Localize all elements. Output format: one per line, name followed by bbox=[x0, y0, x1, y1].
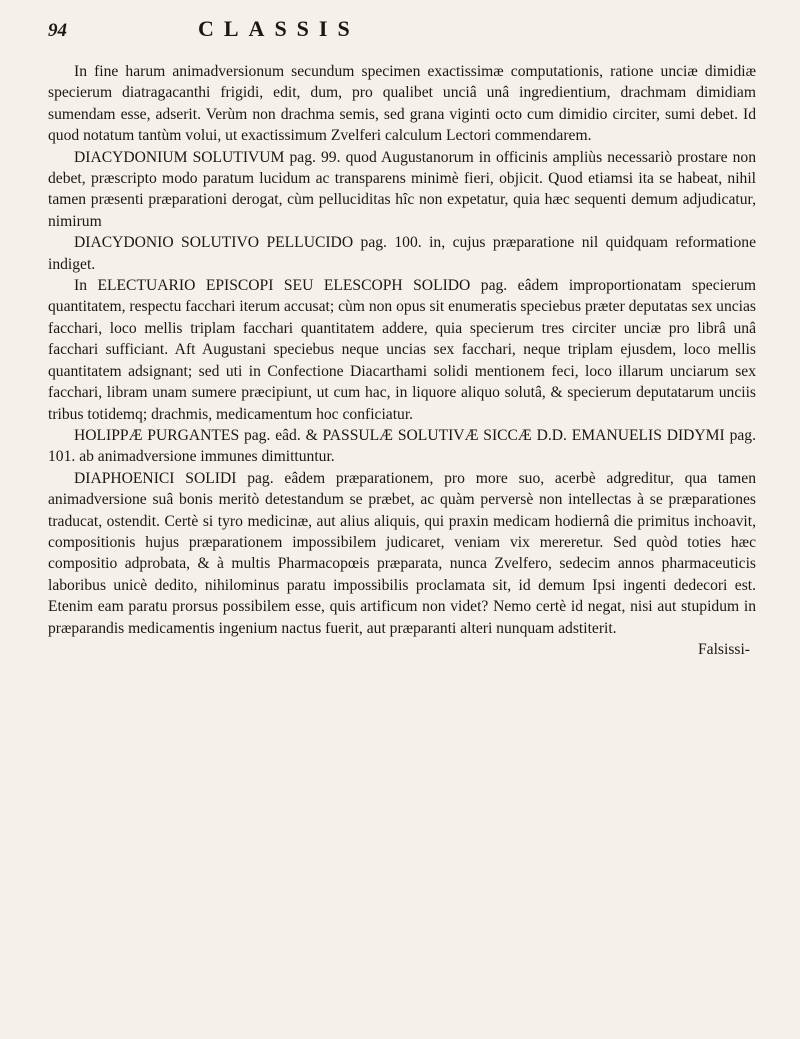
page-header bbox=[48, 16, 756, 57]
paragraph: In ELECTUARIO EPISCOPI SEU ELESCOPH SOLIDO pag. eâdem improportionatam specierum quantitatem, respectu facchari iterum accusat; cùm non opus sit enumeratis speciebus præter deputatas sex uncias facchari, loco mellis triplam facchari quantitatem addere, quia specierum tres circiter unciæ pro librâ unâ facchari sufficiant. Aft Augustani speciebus neque uncias sex facchari, neque triplam ejusdem, loco mellis quantitatem adsignant; sed uti in Confectione Diacarthami solidi mentionem feci, loco illarum unciarum sex facchari, libram unam sumere præcipiunt, ut cum hac, in liquore aliquo solutâ, & specierum deputatarum unciis tribus totidemq; drachmis, medicamentum hoc conficiatur. bbox=[48, 277, 756, 423]
running-title: CLASSIS bbox=[198, 16, 360, 41]
paragraph: DIAPHOENICI SOLIDI pag. eâdem præparationem, pro more suo, acerbè adgreditur, qua tamen animadversione suâ bonis meritò detestandum se præbet, ac quàm perversè non intellectas à se præparationes traducat, ostendit. Certè si tyro medicinæ, aut alius aliquis, qui praxin medicam hodiernâ die primitus inchoavit, compositionis hujus præparationem impossibilem judicaret, veniam vix mereretur. Sed quòd toties hæc compositio adprobata, & à multis Pharmacopœis præparata, nunca Zvelfero, sedecim annos pharmaceuticis laboribus unicè dedito, nihilominus paratu impossibilis proclamata sit, id demum Ipsi ingenti dedecori est. Etenim eam paratu prorsus possibilem esse, quis artificum non videt? Nemo certè id negat, nisi aut stupidum in præparandis medicamentis ingenium nactus fuerit, aut præparanti alteri nunquam adstiterit. bbox=[48, 469, 756, 637]
body-text bbox=[48, 61, 756, 639]
paragraph: In fine harum animadversionum secundum specimen exactissimæ computationis, ratione unciæ dimidiæ specierum diatragacanthi frigidi, edit, dum, pro qualibet unciâ unâ ingredientium, drachmam dimidiam sumendam esse, adserit. Verùm non drachma semis, sed grana viginti octo cum dimidio circiter, sumi debet. Id quod notatum tantùm volui, ut exactissimum Zvelferi calculum Lectori commendarem. bbox=[48, 63, 756, 145]
catchword: Falsissi- bbox=[698, 640, 750, 658]
page-number: 94 bbox=[48, 20, 67, 41]
paragraph: DIACYDONIO SOLUTIVO PELLUCIDO pag. 100. in, cujus præparatione nil quidquam reformatione indiget. bbox=[48, 234, 756, 273]
paragraph: HOLIPPÆ PURGANTES pag. eâd. & PASSULÆ SOLUTIVÆ SICCÆ D.D. EMANUELIS DIDYMI pag. 101. ab animadversione immunes dimittuntur. bbox=[48, 426, 756, 466]
paragraph: DIACYDONIUM SOLUTIVUM pag. 99. quod Augustanorum in officinis ampliùs necessariò prostare non debet, præscripto modo paratum lucidum ac transparens minimè fieri, objicit. Quod etiamsi ita se habeat, nihil tamen præsenti præparationi derogat, cùm pelluciditas hîc non expetatur, quia hæc sequenti demum adjudicatur, nimirum bbox=[48, 148, 756, 230]
